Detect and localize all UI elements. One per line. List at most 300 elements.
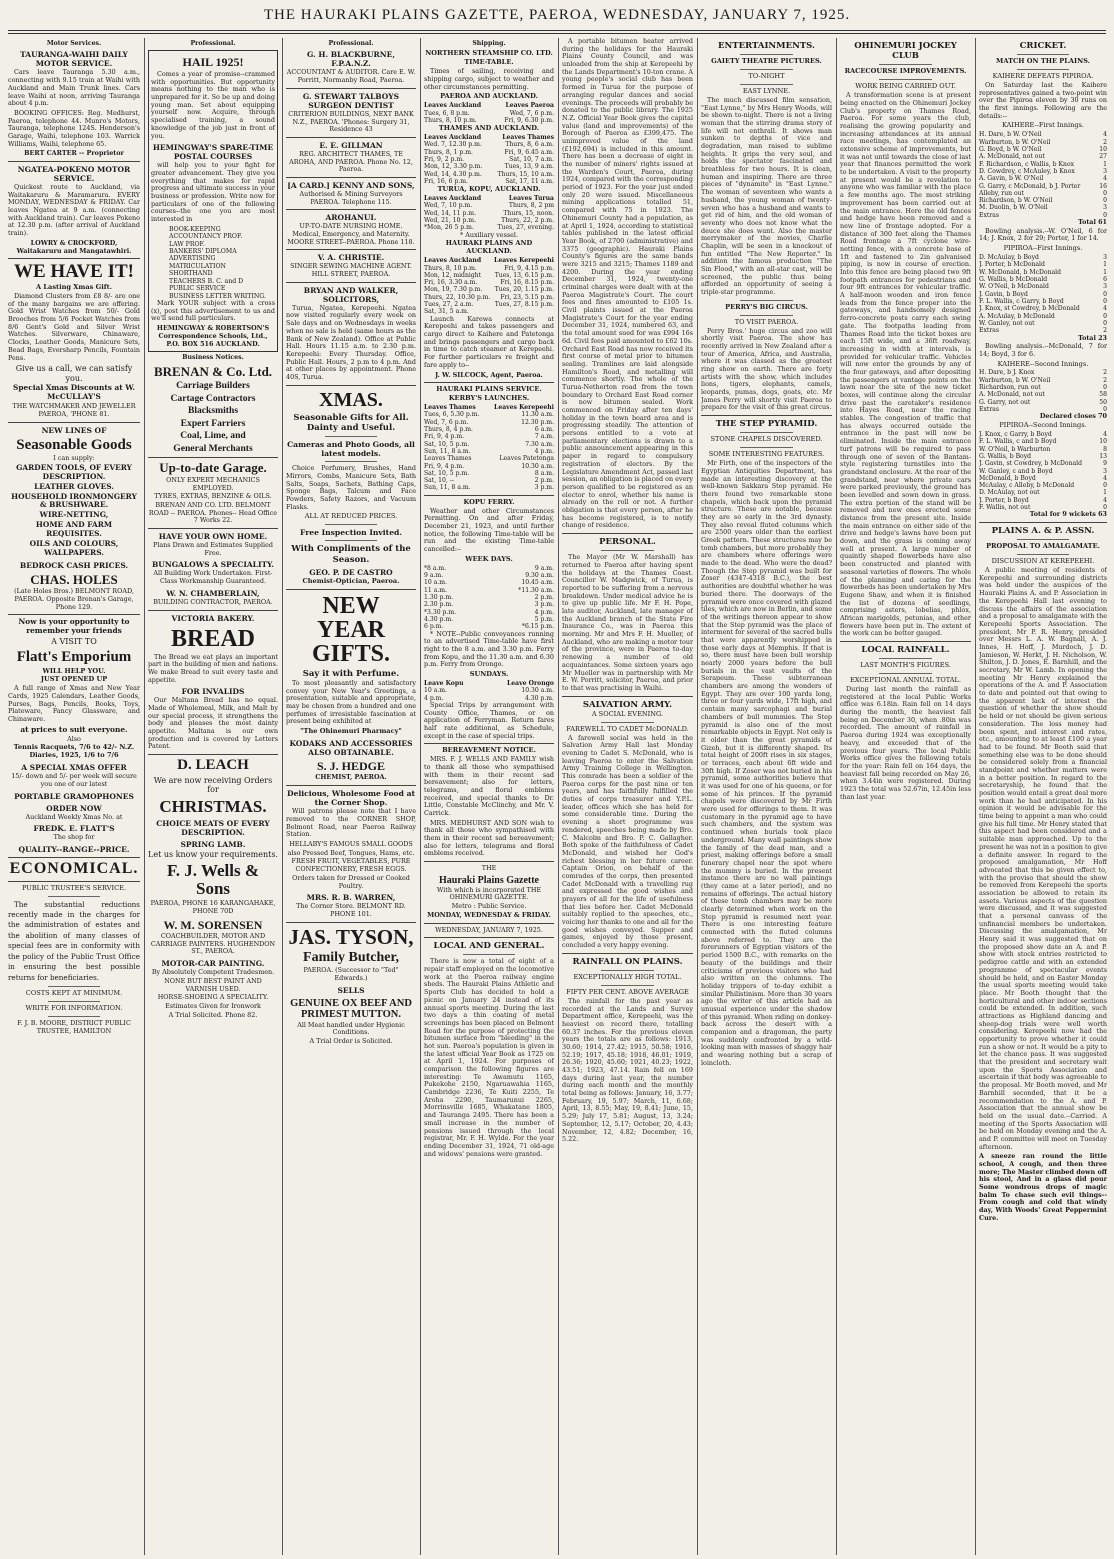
divider	[148, 457, 278, 458]
table-cell: 2 p.m.	[534, 593, 554, 601]
table-cell: 0	[1103, 482, 1107, 490]
ad-text: COACHBUILDER, MOTOR AND CARRIAGE PAINTERS. HUGHENDON ST., PAEROA.	[150, 932, 276, 956]
table-cell: Sun, 11, 8 a.m.	[424, 447, 471, 455]
table-cell: 12.30 p.m.	[521, 418, 554, 426]
article-subheading: WORK BEING CARRIED OUT.	[855, 82, 956, 91]
divider	[148, 528, 278, 529]
article-body: There is now a total of eight of a repair staff employed on the locomotive work at the Paeroa railway engine sheds. The Hauraki Plains Athletic and Sports Club has decided to hold a picnic on January 24 instead of its annual sports meeting. During the last two days a thin coating of metal screenings has been placed on Belmont Road for the purpose of protecting the bitumen surface from "bleeding" in the hot sun. Paeroa's population is given in the latest official Year Book as 1725 on at April 1, 1924. For purposes of comparison the following figures are interesting: Te Awamutu 1165, Pukekohe 2150, Ngaruawahia 1165, Cambridge 2236, Te Kuiti 2255, Te Aroha 2290, Taumarunui 2265, Morrinsville 1685, Whakatane 1805, and Tauranga 2495. There has been a small increase in the number of pensions issued through the local registrar, Mr. F. H. Wylde. For the year ending December 31, 1924, 71 old-age and widows' pensions were granted.	[424, 957, 554, 1158]
list-item: Blacksmiths	[187, 405, 239, 417]
ad-text: Weather and other Circumstances Permitting. On and after Friday, December 21, 1923, and until further notice, the following Time-table will be run and the existing Time-table cancelled:--	[424, 506, 554, 554]
table-cell: F. Richardson, c Wallis, b Knox	[979, 160, 1075, 168]
divider	[286, 282, 416, 283]
ad-text: UP-TO-DATE NURSING HOME. Medical, Emergency, and Maternity. MOORE STREET--PAEROA. Phone 118.	[287, 222, 415, 246]
table-cell: 1	[1103, 261, 1107, 269]
ad-subhead: WEEK DAYS.	[465, 554, 513, 563]
innings-heading: KAIHERE--Second Innings.	[997, 359, 1089, 368]
masthead: THE HAURAKI PLAINS GAZETTE, PAEROA, WEDNESDAY, JANUARY 7, 1925.	[263, 7, 851, 23]
ad-text: also Pressed Beef, Tongues, Hams, etc.	[287, 848, 415, 857]
ad-text: Quickest route to Auckland, via Waitakaruru & Maramarura. EVERY MONDAY, WEDNESDAY & FRIDAY. Car leaves Ngatea at 9 a.m. (connecting with Auckland train). Car leaves Pokeno at 12.30 p.m. (after arrival of Auckland train).	[8, 183, 140, 238]
table-cell: Warburton, b W. O'Neil	[979, 138, 1051, 146]
ad-subhead: HAURAKI PLAINS AND AUCKLAND.	[445, 239, 533, 256]
table-cell: 0	[1103, 504, 1107, 512]
article-body: On Saturday last the Kaihere representatives gained a two-point win over the Pipiroa eleven by 30 runs on the first innings. Following are the details:--	[979, 81, 1107, 120]
ad-subhead: ALL AT REDUCED PRICES.	[304, 512, 398, 521]
article-heading: SALVATION ARMY.	[582, 699, 673, 710]
divider	[8, 857, 140, 858]
table-cell: W. Ganley, c and b Boyd	[979, 467, 1053, 475]
table-row	[424, 463, 554, 470]
table-cell: McDonald, b Boyd	[979, 474, 1036, 482]
table-cell: A. McAulay, b McDonald	[979, 312, 1055, 320]
article-heading: PLAINS A. & P. ASSN.	[991, 526, 1095, 537]
ad-headline: GENUINE OX BEEF AND PRIMEST MUTTON.	[290, 997, 412, 1020]
table-row	[424, 572, 554, 579]
table-row	[424, 433, 554, 440]
table-cell: Tues, 6, 8 p.m.	[424, 109, 470, 117]
article-heading: RAINFALL ON PLAINS.	[572, 956, 683, 967]
table-cell: Fri, 16, 3.30 a.m.	[424, 279, 478, 287]
table-cell: 4 p.m.	[534, 608, 554, 616]
list-item: LAW PROF.	[169, 240, 205, 248]
goods-list	[8, 464, 140, 558]
divider	[48, 1016, 101, 1017]
divider	[840, 641, 971, 642]
table-row	[424, 609, 554, 616]
table-cell: *Mon, 26 5 p.m.	[424, 224, 474, 232]
table-cell: G. Garry, not out	[979, 398, 1031, 406]
table-row	[424, 163, 554, 170]
table-cell: 9 a.m.	[534, 564, 554, 572]
ad-subhead: BEREAVEMENT NOTICE.	[442, 746, 536, 755]
table-row	[424, 419, 554, 426]
table-row	[424, 594, 554, 601]
divider	[8, 881, 140, 882]
divider	[1017, 69, 1068, 70]
divider	[979, 522, 1107, 523]
table-cell: 10	[1099, 145, 1107, 153]
ad-subhead: We are now receiving Orders for	[153, 775, 273, 795]
divider	[286, 177, 416, 178]
ad-title: [A CARD.] KENNY AND SONS,	[287, 180, 415, 190]
column-rule	[144, 38, 145, 1555]
innings-heading: KAIHERE--First Innings.	[1001, 121, 1085, 130]
innings-total: Declared closes 70	[1039, 412, 1107, 421]
divider	[424, 382, 554, 383]
article-body: Mr Firth, one of the inspectors of the Egyptian Antiquities Department, has made an interesting discovery at the well-known Sakkara Step pyramid. He there found two remarkable stone chapels, which back upon the pyramid structure. These are notable, because they are so early in the 3rd dynasty. They also reveal fluted columns which are 2500 years older than the earliest Greek pattern. These structures may be tomb chambers, but more probably they are chambers where offerings were made to the dead. Who were the dead? Though the Step pyramid was built for Zoser (4347-4318 B.C.), the best authorities are doubtful whether he was buried there. The doorways of the pyramid were once covered with glazed tiles, which are now in Berlin, and some of the writings thereon appear to show that the Step pyramid was the place of interment for several of the sacred bulls that were apparently worshipped in those early days at Memphis. If that is so, there must have been bull worship nearly 2000 years before the bull burials in the vast vaults of the Serapeum. These subterranean chambers are among the wonders of Egypt. They are over 100 yards long, three or four yards wide, 17ft high, and contain many sarcophagi and burial chambers of bull mummies. The Step pyramid is also one of the most remarkable objects in Egypt. Not only is it older than the great pyramids of Gizeh, but it is differently shaped. Its total height of 200ft rises in six stages, or terraces, each about 6ft wide and 30ft high. If Zoser was not buried in his pyramid, some authorities believe that it was used for one of his queens, or for some of his princes. If the pyramid chapels were discovered by Mr Firth were used for offerings to them. It was customary in the pyramid age to have such chambers, and the system was continued when burials took place underground. Many wall paintings show the family of the dead man, and a priest, making offerings before a small funerary chapel near the spot where the mummy is buried. In the present instance there are no wall paintings (they came at a later period), and no remains of offerings. The actual history of these tomb chambers may be more clearly determined when work on the Step pyramid is resumed next year. There is one interesting feature connected with the fluted columns above referred to. They are the forerunners of Egyptian visitors of the period 1500 B.C., with remarks on the beauty of the buildings and their criticisms of previous visitors who had also written on the columns. The holiday trippers of to-day exhibit a similar Philistinism. More than 30 years ago the writer of this article had an unusual experience under the shadow of this pyramid. When riding on donkey-back across the desert with a companion and a dragoman, the party was suddenly confronted by a wild-looking man with masses of shaggy hair and wearing nothing but a scrap of loincloth.	[701, 459, 832, 1067]
table-row	[424, 426, 554, 433]
divider	[148, 610, 278, 611]
table-cell: 4	[1103, 175, 1107, 183]
article-heading: CRICKET.	[1019, 41, 1067, 51]
ad-text: All Building Work Undertaken. First-Class Workmanship Guaranteed.	[153, 569, 273, 586]
table-cell: 9.30 a.m.	[525, 572, 554, 580]
ad-subhead: at prices to suit everyone.	[20, 724, 128, 734]
article-body: Perry Bros.' huge circus and zoo will shortly visit Paeroa. The show has recently arrived in New Zealand after a tour of America, Africa, and Australia, where it was classed as the greatest ring show on earth. There are forty artists with the show, which includes lions, tigers, elephants, camels, leopards, pumas, dogs, goats, etc. Mr James Perry will shortly visit Paeroa to prepare for the visit of this great circus.	[701, 326, 832, 412]
section-heading: Business Notices.	[182, 354, 244, 362]
list-item: BUSINESS LETTER WRITING.	[169, 292, 266, 300]
table-cell: 3	[1103, 167, 1107, 175]
table-row	[979, 320, 1107, 327]
table-row	[979, 475, 1107, 482]
ad-text: 15/- down and 5/- per week will secure you one of our latest	[11, 772, 137, 788]
ad-title: HAVE YOUR OWN HOME.	[158, 532, 268, 542]
ad-title: KODAKS AND ACCESSORIES ALSO OBTAINABLE.	[289, 738, 413, 757]
table-cell: 50	[1099, 398, 1107, 406]
table-cell: H. Dare, b W. O'Neil	[979, 131, 1042, 139]
table-cell: 0	[1103, 211, 1107, 219]
table-cell: Mon, 12, midnight	[424, 271, 482, 279]
ad-text: Orders taken for Dressed or Cooked Poultry.	[292, 873, 410, 890]
ad-title: ORDER NOW	[46, 803, 102, 813]
article-body: A farewell social was held in the Salvation Army Hall last Monday evening to Cadet S. McDonald, who is leaving Paeroa to enter the Salvation Army Training College in Wellington. This comrade has been a soldier of the Paeroa corps for the past nine or ten years, and has faithfully fulfilled the duties of corps treasurer and Y.P.L. leader, offices which she has held for some considerable time. During the evening a short programme was rendered, speeches being made by Bro. C. Malcolm and Bro. P. C. Gallagher. Both spoke of the faithfulness of Cadet McDonald, and wished her God's richest blessing in her future career. Captain Orion, on behalf of the comrades of the corps, then presented Cadet McDonald with a travelling rug and expressed the good wishes and prayers of all for the life of usefulness that lies before her. Cadet McDonald suitably replied to the speeches, etc., voicing her thanks to one and all for the good wishes conveyed. Supper and games, enjoyed by those present, concluded a very happy evening.	[562, 733, 693, 950]
list-item: SHORTHAND	[169, 270, 213, 278]
table-cell: Tues, 27, 8.15 p.m.	[494, 301, 554, 309]
table-cell: Wed, 7, 10 p.m.	[424, 202, 473, 210]
article-subheading: A SOCIAL EVENING.	[591, 709, 664, 718]
table-cell: Leave Orongo	[507, 679, 554, 687]
article-subheading: FIFTY PER CENT. ABOVE AVERAGE	[566, 987, 689, 996]
column-8	[979, 38, 1107, 1555]
table-row	[424, 477, 554, 484]
list-item: General Merchants	[173, 442, 253, 454]
table-row	[979, 254, 1107, 261]
table-cell: 4.30 p.m.	[424, 615, 454, 623]
table-row	[424, 601, 554, 608]
article-subheading: DISCUSSION AT KEREPEEHI.	[991, 557, 1095, 566]
article-subheading: LAST MONTH'S FIGURES.	[860, 661, 951, 670]
section-heading: Motor Services.	[46, 40, 102, 47]
ad-text: HORSE-SHOEING A SPECIALITY.	[157, 993, 269, 1002]
ad-title: FREDK. E. FLATT'S	[33, 824, 115, 834]
table-cell: Tues, 6, 5.30 p.m.	[424, 411, 480, 419]
table-row	[424, 171, 554, 178]
table-cell: Fri, 9, 4 p.m.	[424, 462, 465, 470]
table-cell: J. Knox, st Cowdrey, b McDonald	[979, 305, 1080, 313]
ad-subhead: Now is your opportunity to remember your friends	[18, 617, 130, 636]
article-heading: THE STEP PYRAMID.	[715, 419, 818, 430]
table-cell: 10 a.m.	[424, 687, 447, 695]
table-cell: Sat, 10, 5 p.m.	[424, 440, 470, 448]
divider	[740, 300, 792, 301]
table-cell: Wed, 14, 4.30 p.m.	[424, 170, 482, 178]
table-cell: 9	[1103, 460, 1107, 468]
scorecard	[979, 431, 1107, 511]
divider	[562, 533, 693, 534]
table-cell: Fri, 9, 4.15 p.m.	[504, 264, 554, 272]
ad-title: GEO. P. DE CASTRO	[309, 567, 393, 577]
table-row	[424, 102, 554, 109]
article-body: A transformation scene is at present being enacted on the Ohinemuri Jockey Club's property on Thames Road, Paeroa. For some years the club, realising the growing popularity and increasing attendances at its annual race meetings, has contemplated an extensive scheme of improvements, but it was not until towards the close of last year that finances permitted the work to be undertaken. A visit to the property at present would be a revelation to anyone who was familiar with the place a few months ago. The most striking improvement has been carried out at the main entrance. Here the old fences and hedge have been removed and a new line of frontage adopted. For a distance of 300 feet along the Thames Road frontage a 7ft cyclone wire-netting fence, with a concrete base of 1ft and fastened to 2in galvanised piping, is now in course of erection. Into this fence are being placed two 9ft footpath entrances for pedestrians and four 9ft entrances for vehicular traffic. A half-moon wooden and iron fence leads from the fence proper into the gateways, and handsomely designed ferro-concrete posts carry each swing gate. The footpaths leading from Thames Road into the ticket boxes are each 15ft wide, and a 36ft roadway, increasing in width at intervals, is provided for vehicular traffic. Vehicles will now enter the grounds by any of the four gateways, and after depositing the passengers at vantage points on the lawn near the site of the new ticket boxes, will continue along the circular drive past the caretaker's residence into Hayes Road, near the racing stables. The congestion of traffic that has always occurred outside the entrance in the past will now be eliminated. Inside the main entrance turf patrons will be required to pass through one of seven of the Bantam-style registering turnstiles into the grandstand enclosure. At the rear of the grandstand, near where private cars were parked previously, the ground has been levelled and sown down in grass. The extra portion of the stand will be removed and new ones erected some distance from the present site. Inside the main entrance on either side of the drive and hedge's lawns have been put down, and the grass is coming away well at present. A large number of quaintly shaped flowerbeds have also been constructed and planted with seasonal varieties of flowers. The whole of the planning and caring for the flowerbeds has been undertaken by Mrs Eugene Shaw, and when it is finished the list of dozens of seedlings, comprising asters, lobelias, phlox, African marigolds, petunias, and other flowers have been put in. The extent of the work can be better gauged.	[840, 91, 971, 638]
scorecard	[979, 131, 1107, 219]
list-item: Cartage Contractors	[170, 392, 256, 404]
divider	[601, 550, 653, 551]
ad-text: FRESH FRUIT, VEGETABLES, PURE CONFECTIONERY, FRESH EGGS.	[291, 857, 411, 874]
ad-text: PAEROA. (Successor to "Ted" Edwards.)	[303, 966, 399, 982]
table-row	[424, 448, 554, 455]
divider	[701, 415, 832, 416]
ad-text: A full range of Xmas and New Year Cards, 1925 Calendars, Leather Goods, Purses, Bags, Pencils, Books, Toys, Plateware, Fancy Glassware, and Chinaware.	[8, 684, 140, 724]
section-heading: Professional.	[190, 40, 236, 47]
divider	[1017, 554, 1068, 555]
ad-text: To most pleasantly and satisfactory convey your New Year's Greetings, a presentation, suitable and appropriate, may be chosen from a hundred and one perfumes of irresistable fascination at present being exhibited at	[286, 678, 416, 726]
table-cell: Leaves Thames	[424, 404, 476, 412]
ad-text: * Auxiliary vessel.	[459, 230, 518, 239]
table-cell: 1	[1103, 489, 1107, 497]
table-row	[979, 497, 1107, 504]
innings-heading: PIPIROA--First Innings.	[1003, 244, 1083, 253]
table-row	[979, 131, 1107, 138]
ad-text: Authorised & Mining Surveyors PAEROA. Telephone 115.	[299, 189, 403, 206]
column-rule	[836, 38, 837, 1555]
article-heading: LOCAL AND GENERAL.	[433, 941, 545, 952]
ad-text: All Meat handled under Hygienic Conditions.	[297, 1020, 405, 1037]
table-cell: Fri, 9, 4 p.m.	[424, 433, 465, 441]
ad-text: By Absolutely Competent Tradesmen.	[151, 968, 275, 977]
ad-text: Times of sailing, receiving and shipping cargo, subject to weather and other circumstances permitting.	[424, 67, 554, 91]
table-row	[979, 197, 1107, 204]
ad-text: A Trial Order is Solicited.	[309, 1037, 393, 1046]
ad-headline: ECONOMICAL.	[9, 859, 139, 877]
table-cell: 27	[1099, 153, 1107, 161]
table-cell: 1	[1103, 160, 1107, 168]
table-row	[424, 565, 554, 572]
brenan-lines	[148, 380, 278, 454]
table-row	[979, 489, 1107, 496]
table-row	[424, 117, 554, 124]
ad-text: MRS. F. J. WELLS AND FAMILY wish to thank all those who sympathised with them in their recent sad bereavement; also for letters, telegrams, and floral emblems received, and special thanks to Dr. Little, Constable McClinchy, and Mr. V. Carrick.	[424, 755, 554, 817]
ad-title: FOR INVALIDS	[181, 687, 245, 697]
table-cell: Thurs, 22, 2 p.m.	[501, 217, 554, 225]
table-cell: Leaves Auckland	[424, 134, 482, 142]
table-row	[979, 139, 1107, 146]
divider	[562, 696, 693, 697]
list-item: ADVERTISING	[169, 255, 216, 263]
scorecard	[979, 254, 1107, 334]
ad-text: Mark YOUR subject with a cross (x), post this advertisement to us and we'll send full particulars.	[151, 299, 275, 323]
divider	[286, 385, 416, 386]
divider	[8, 614, 140, 615]
masthead-label: THE	[481, 864, 497, 873]
dateline: WEDNESDAY, JANUARY 7, 1925.	[435, 925, 543, 934]
list-item: ACCOUNTANCY PROF.	[169, 233, 243, 241]
ad-text: Also	[67, 734, 81, 743]
ad-title: BUNGALOWS A SPECIALITY.	[151, 560, 275, 570]
ad-text: CRITERION BUILDINGS, NEXT BANK N.Z., PAEROA. 'Phones: Surgery 31, Residence 43	[288, 109, 414, 134]
table-cell: 0	[1103, 319, 1107, 327]
table-cell: *6.15 p.m.	[521, 623, 554, 631]
list-item: Carriage Builders	[176, 380, 250, 392]
table-cell: W. Ganley, not out	[979, 319, 1035, 327]
ad-text: REG. ARCHITECT THAMES, TE AROHA, AND PAEROA. Phone No. 12, Paeroa.	[289, 149, 413, 174]
table-cell: Extras	[979, 327, 1000, 335]
ad-headline: Seasonable Goods	[16, 436, 132, 453]
ad-headline: F. J. Wells & Sons	[166, 861, 260, 899]
ad-subhead: Let us know your requirements.	[148, 849, 278, 859]
ad-title: NORTHERN STEAMSHIP CO. LTD.	[425, 49, 553, 58]
table-cell: Richardson, b W. O'Neil	[979, 197, 1053, 205]
ad-subhead: HAURAKI PLAINS SERVICE.	[436, 385, 542, 394]
divider	[740, 447, 792, 448]
table-cell: Fri, 9, 2 p.m.	[424, 156, 465, 163]
table-cell: Wed, 14, 11 p.m.	[424, 209, 477, 217]
ad-headline: WE HAVE IT!	[13, 261, 134, 283]
table-cell: 10 a.m.	[424, 579, 447, 587]
timetable	[424, 134, 554, 185]
table-row	[424, 587, 554, 594]
table-cell: Thurs, 8, 4 p.m.	[424, 425, 473, 433]
table-cell: 13	[1099, 452, 1107, 460]
table-row	[979, 460, 1107, 467]
divider	[325, 461, 377, 462]
table-cell: 4	[1103, 305, 1107, 313]
divider	[740, 69, 792, 70]
divider	[463, 954, 515, 955]
article-heading: ENTERTAINMENTS.	[718, 41, 815, 51]
table-cell: 7.30 a.m.	[525, 440, 554, 448]
table-row	[424, 210, 554, 217]
ad-subhead: WILL HELP YOU.	[42, 666, 106, 675]
table-cell: Sat, 31, 5 a.m.	[424, 308, 469, 316]
ad-subhead: PAEROA AND AUCKLAND.	[440, 92, 538, 101]
ad-text: Diamond Clusters from £8 8/- are one of the many bargains we are offering. Gold Wrist Watches from 50/- Gold Brooches from 5/6 Pocket Watches from 8/6 Gent's Gold and Silver Wrist Watches. Silverware, Chinaware, Clocks, Leather Goods, Manicure Sets, Bead Bags, Eversharp Pencils, Fountain Pens.	[8, 292, 140, 362]
divider	[286, 209, 416, 210]
table-row	[979, 468, 1107, 475]
ad-text: MONDAY, WEDNESDAY & FRIDAY.	[427, 910, 551, 919]
table-row	[424, 141, 554, 148]
ad-title: PORTABLE GRAMOPHONES	[14, 791, 134, 801]
ad-headline: D. LEACH	[177, 757, 249, 774]
divider	[8, 161, 140, 162]
table-cell: 7 a.m.	[534, 433, 554, 441]
list-item: OILS AND COLOURS, WALLPAPERS.	[29, 538, 119, 557]
table-cell: Richardson, run out	[979, 384, 1041, 392]
ad-text: The shop for	[53, 833, 95, 842]
ad-text: Plans Drawn and Estimates Supplied Free.	[153, 541, 273, 557]
table-row	[979, 431, 1107, 438]
table-cell: Thurs, 8, 10 p.m.	[424, 264, 477, 272]
bowling-analysis: Bowling analysis.--McDonald, 7 for 14; Boyd, 3 for 6.	[979, 342, 1107, 358]
ad-subhead: TIME-TABLE.	[464, 58, 514, 67]
column-2	[148, 38, 278, 1555]
table-cell: Leaves Patetonga	[499, 455, 554, 463]
list-item: MATRICULATION	[169, 262, 226, 270]
ad-text: HELLABY'S FAMOUS SMALL GOODS	[289, 840, 413, 849]
article-subheading: MATCH ON THE PLAINS.	[996, 57, 1090, 66]
divider	[286, 785, 416, 786]
ad-subhead: Say it with Perfume.	[302, 668, 400, 679]
bowling-analysis: Bowling analysis.--W. O'Neil, 6 for 14; J. Knox, 2 for 29; Porter, 1 for 14.	[979, 226, 1107, 243]
divider	[879, 79, 931, 80]
table-cell: 2 p.m.	[534, 477, 554, 485]
table-cell: Leaves Thames	[502, 134, 554, 142]
table-cell: A. McDonald, not out	[979, 391, 1045, 399]
table-cell: 1.30 p.m.	[424, 593, 454, 601]
table-cell: 10.45 a.m.	[521, 579, 554, 587]
table-row	[979, 482, 1107, 489]
table-cell: Leaves Auckland	[424, 195, 482, 203]
ad-text: Comes a year of promise--crammed with opportunities. But opportunity means nothing to the man who is unprepared for it. So be up and doing young man. Set about equipping yourself now. Acquire, through specialised training, a sound knowledge of the job just in front of you.	[151, 70, 275, 140]
table-cell: Extras	[979, 406, 1000, 414]
column-3	[286, 38, 416, 1555]
table-cell: Fri, 16, 8.15 p.m.	[500, 279, 554, 287]
ad-text: PAEROA, PHONE 16 KARANGAHAKE, PHONE 70D	[150, 899, 276, 915]
table-cell: M. Duolin, b W. O'Neil	[979, 204, 1048, 212]
divider	[325, 524, 377, 525]
timetable	[424, 195, 554, 232]
table-cell: Wed, 7, 6 p.m.	[509, 109, 554, 117]
ad-text: A Trial Solicited. Phone 82.	[168, 1010, 258, 1019]
section-heading: Professional.	[328, 40, 374, 47]
ad-title: SELLS	[337, 985, 365, 995]
divider	[562, 953, 693, 954]
ad-subhead: "The Ohinemuri Pharmacy"	[300, 726, 402, 735]
table-cell: H. Dare, b J. Knox	[979, 369, 1035, 377]
ad-text: CHEMIST, PAEROA.	[315, 773, 387, 782]
divider	[601, 722, 653, 723]
table-cell: Leaves Kerepeehi	[494, 404, 554, 412]
table-cell: 3	[1103, 254, 1107, 262]
ad-title: BRYAN AND WALKER, SOLICITORS,	[303, 285, 399, 304]
table-cell: A. McDonald, not out	[979, 153, 1045, 161]
table-row	[424, 286, 554, 293]
table-row	[979, 183, 1107, 190]
innings-total: Total 23	[1078, 333, 1107, 342]
table-cell: 5 p.m.	[534, 615, 554, 623]
table-row	[979, 438, 1107, 445]
table-cell: Leaves Auckland	[424, 257, 482, 265]
table-row	[424, 272, 554, 279]
divider	[879, 64, 931, 65]
column-4	[424, 38, 554, 1555]
article-body: During last month the rainfall as registered at the local Public Works office was 6.18in. Rain fell on 14 days during the month, the heaviest fall being on December 30, when .80in was recorded. The amount of rainfall in Paeroa during 1924 was exceptionally heavy, and exceeded that of the previous four years. The local Public Works office gives the following totals for the year: Rain fell on 164 days, the heaviest fall being recorded on May 26, when 3.44in were registered. During 1923 the total was 52.67in, 12.45in less than last year.	[840, 685, 971, 801]
ad-subhead: Cameras and Photo Goods, all latest models.	[287, 440, 415, 459]
divider	[740, 315, 792, 316]
table-cell: F. L. Wallis, c Garry, b Boyd	[979, 297, 1064, 305]
ad-subhead: WRITE FOR INFORMATION.	[25, 1004, 123, 1012]
ad-text: Special Trips by arrangement with County Office, Thames, or on application of Ferryman. Return fares half rate additional, as Schedule, except in the case of special trips.	[424, 700, 554, 740]
ad-text: Our Maltana Bread has no equal. Made of Wholemeal, Milk, and Malt by our special process, it strengthens the body and pleases the most dainty appetite. Maltana is our own production and is covered by Letters Patent.	[148, 696, 278, 751]
table-row	[424, 301, 554, 308]
table-cell: 9 a.m.	[424, 572, 444, 580]
table-cell: 2	[1103, 376, 1107, 384]
table-row	[979, 153, 1107, 160]
table-cell: Sun, 11, 8 a.m.	[424, 484, 471, 492]
table-cell: Thurs, 22, 10.30 p.m.	[424, 293, 491, 301]
ad-text: TYRES, EXTRAS, BENZINE & OILS.	[154, 492, 272, 501]
article-subheading: GAIETY THEATRE PICTURES.	[711, 57, 822, 66]
table-cell: Alleby, run out	[979, 189, 1025, 197]
list-item: HOUSEHOLD IRONMONGERY & BRUSHWARE.	[11, 491, 137, 510]
ad-subhead: KERBY'S LAUNCHES.	[448, 394, 530, 403]
ad-text: F. J. B. MOORE, DISTRICT PUBLIC TRUSTEE, HAMILTON	[17, 1018, 131, 1035]
table-row	[424, 294, 554, 301]
article-subheading: EXCEPTIONALLY HIGH TOTAL.	[573, 973, 682, 981]
table-cell: W. O'Neil, b Warburton	[979, 445, 1051, 453]
ad-text: BRENAN AND CO. LTD. BELMONT ROAD -- PAEROA. Phones-- Head Office 7 Works 22.	[148, 501, 278, 525]
table-row	[979, 391, 1107, 398]
table-row	[979, 161, 1107, 168]
table-cell: Sat, 10, 7 a.m.	[509, 156, 554, 163]
ad-headline: BREAD	[170, 625, 255, 652]
table-row	[424, 404, 554, 411]
table-cell: Leaves Kerepeehi	[494, 257, 554, 265]
column-6	[701, 38, 832, 1555]
table-cell: Tues, 13, 6.15 p.m.	[494, 271, 554, 279]
table-row	[424, 156, 554, 163]
divider	[424, 861, 554, 862]
ad-headline: JAS. TYSON,	[288, 924, 414, 949]
table-row	[424, 441, 554, 448]
